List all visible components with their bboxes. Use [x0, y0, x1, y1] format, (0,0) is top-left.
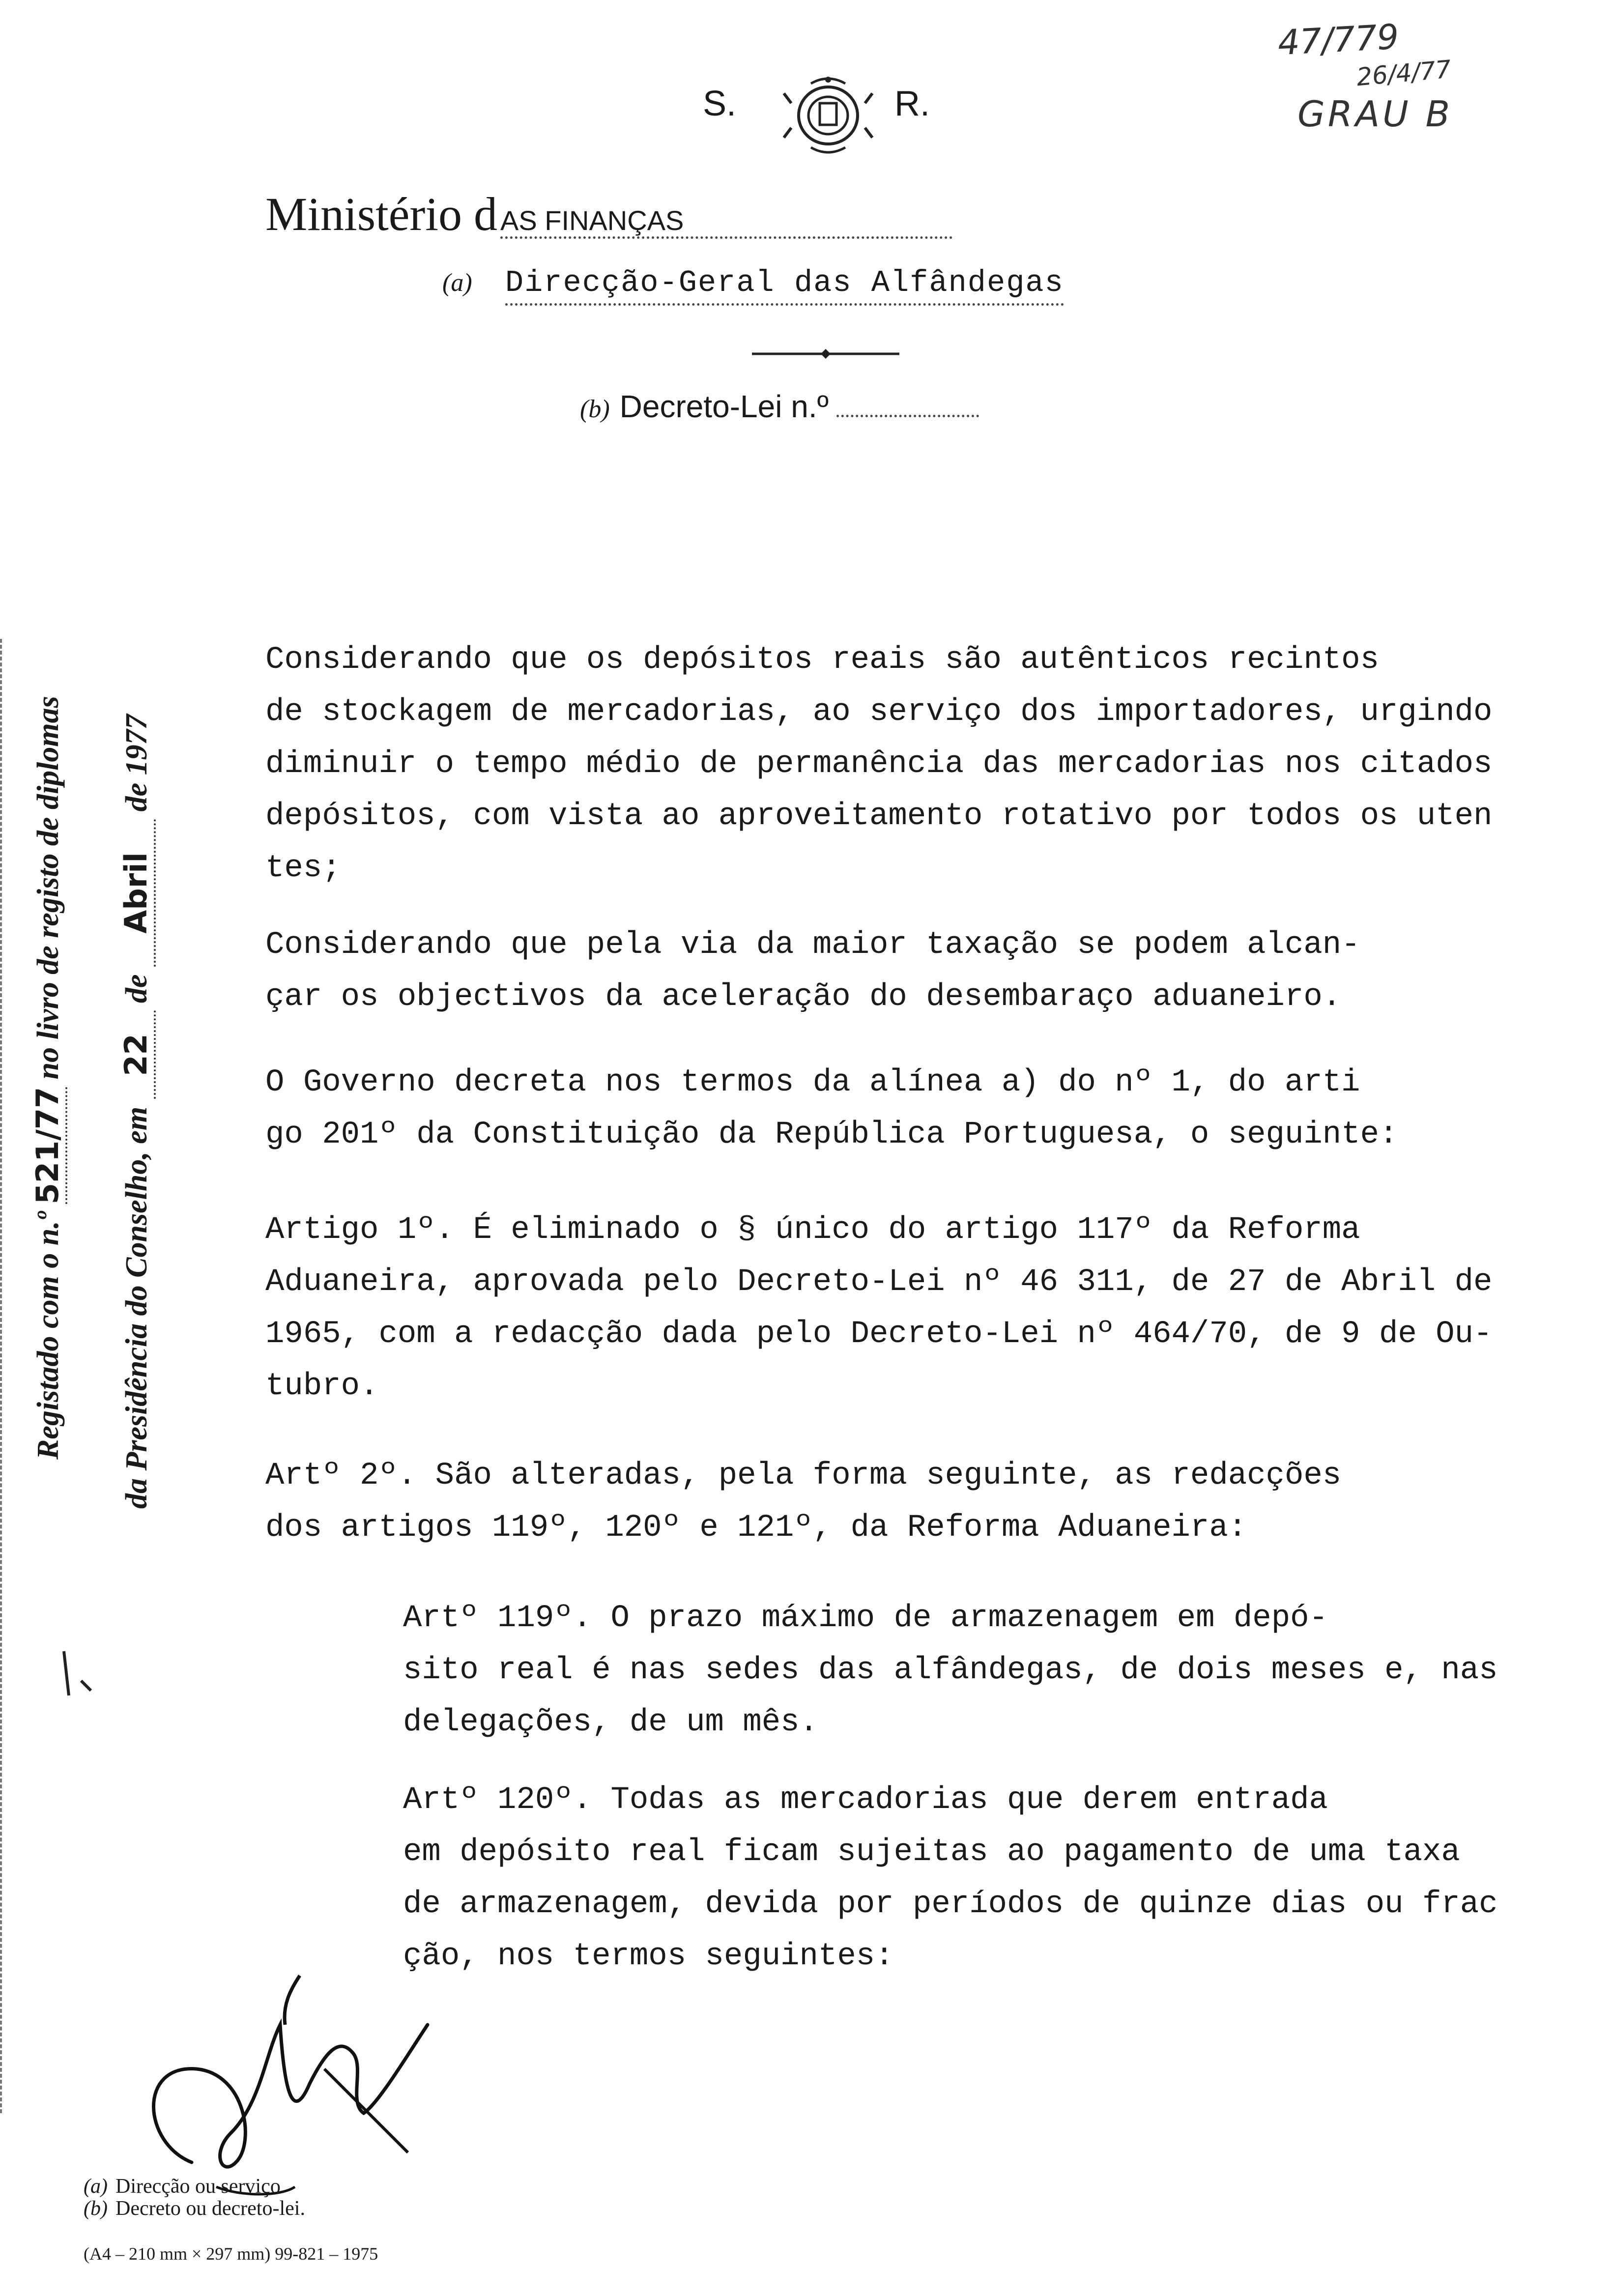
margin-mark-icon [54, 1646, 98, 1705]
direction-line [442, 265, 1064, 300]
left-margin-rule [0, 639, 5, 2113]
ministry-fill: AS FINANÇAS [500, 204, 952, 239]
decree-label: Decreto-Lei n.º [619, 389, 829, 424]
signature-icon [133, 1956, 447, 2211]
form-code: (A4 – 210 mm × 297 mm) 99-821 – 1975 [84, 2244, 378, 2264]
footnote-b-letter: (b) [84, 2197, 108, 2220]
register-number: 521/77 [29, 1087, 67, 1204]
footnote-b-text: Decreto ou decreto-lei. [115, 2197, 305, 2220]
ministry-label: Ministério d [265, 188, 497, 240]
decree-label-letter: (b) [580, 395, 610, 423]
register-text-2a: da Presidência do Conselho, em [120, 1106, 153, 1509]
decree-number-blank [836, 415, 979, 417]
paragraph-governo-decreta: O Governo decreta nos termos da alínea a) do nº 1, do arti go 201º da Constituição da República Portuguesa, o seguinte: [265, 1065, 1398, 1152]
decree-line [580, 388, 979, 425]
paragraph-considerando-1: Considerando que os depósitos reais são autênticos recintos de stockagem de mercadorias, ao serviço dos importadores, urgindo diminuir o tempo médio de permanência das mercadorias nos citados depósitos, com vista ao aproveitamento rotativo por todos os uten tes; [265, 642, 1493, 886]
handwritten-number: 47/779 [1277, 16, 1400, 63]
handwritten-date: 26/4/77 [1355, 55, 1452, 92]
register-day: 22 [118, 1010, 156, 1099]
footnote-a [84, 2175, 286, 2198]
paragraph-considerando-2: Considerando que pela via da maior taxação se podem alcan- çar os objectivos da aceleração do desembaraço aduaneiro. [265, 927, 1360, 1015]
footnote-a-text: Direcção ou serviço. [115, 2175, 286, 2198]
register-text-2b: de [120, 974, 153, 1003]
paragraph-artigo-120: Artº 120º. Todas as mercadorias que derem entrada em depósito real ficam sujeitas ao pagamento de uma taxa de armazenagem, devida por períodos de quinze dias ou frac ção, nos termos seguintes: [403, 1782, 1498, 1974]
direction-value: Direcção-Geral das Alfândegas [505, 265, 1064, 306]
paragraph-artigo-2: Artº 2º. São alteradas, pela forma seguinte, as redacções dos artigos 119º, 120º e 121º, da Reforma Aduaneira: [265, 1458, 1342, 1546]
register-month: Abril [118, 819, 156, 967]
register-text-1b: no livro de registo de diplomas [31, 696, 65, 1080]
register-text-1a: Registado com o n.º [31, 1211, 65, 1460]
handwritten-grade: GRAU B [1297, 93, 1453, 135]
paragraph-artigo-119: Artº 119º. O prazo máximo de armazenagem em depó- sito real é nas sedes das alfândegas, de dois meses e, nas delegações, de um mês. [403, 1601, 1498, 1740]
ministry-line [265, 187, 952, 241]
direction-label: (a) [442, 269, 472, 297]
header-s: S. [703, 84, 737, 123]
register-text-2c: de 1977 [120, 714, 153, 812]
footnote-b [84, 2197, 305, 2220]
divider-ornament [752, 344, 899, 364]
register-line-1 [29, 624, 84, 1460]
footnote-a-letter: (a) [84, 2175, 108, 2198]
register-line-2 [118, 600, 172, 1509]
paragraph-artigo-1: Artigo 1º. É eliminado o § único do artigo 117º da Reforma Aduaneira, aprovada pelo Decreto-Lei nº 46 311, de 27 de Abril de 1965, com a redacção dada pelo Decreto-Lei nº 464/70, de 9 de Ou- tubro. [265, 1212, 1493, 1404]
coat-of-arms-icon [781, 74, 875, 157]
header-r: R. [894, 84, 930, 123]
